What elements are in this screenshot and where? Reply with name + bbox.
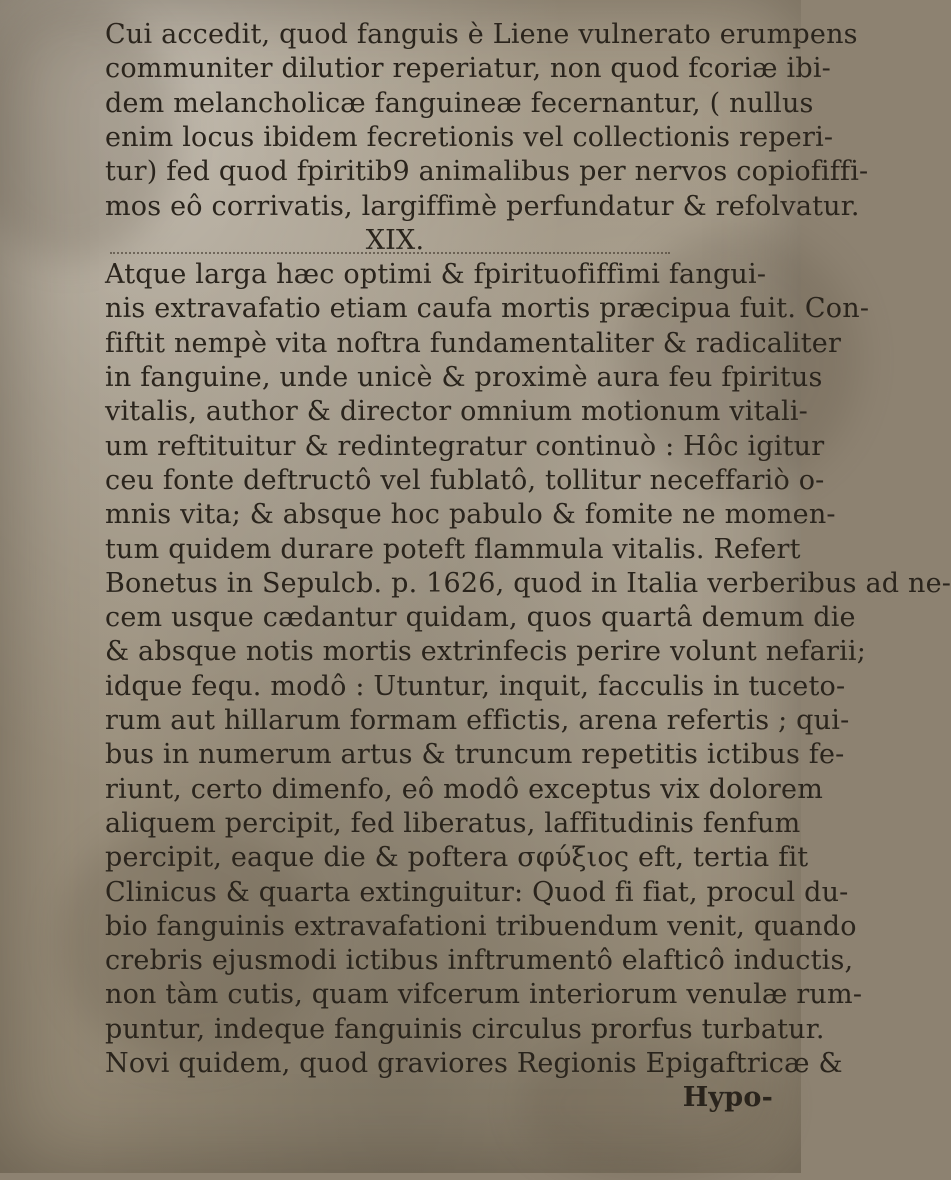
text-line: in fanguine, unde unicè & proximè aura feu fpiritus (105, 362, 823, 393)
text-line: nis extravafatio etiam caufa mortis præcipua fuit. Con- (105, 293, 870, 325)
text-line: non tàm cutis, quam vifcerum interiorum venulæ rum- (105, 979, 863, 1011)
text-line: dem melancholicæ fanguineæ fecernantur, ( nullus (105, 87, 814, 119)
text-line: um reftituitur & redintegratur continuò : Hôc igitur (105, 430, 825, 462)
section-divider (110, 252, 670, 262)
text-line: puntur, indeque fanguinis circulus prorfus turbatur. (105, 1013, 825, 1045)
text-line: tur) fed quod fpiritib9 animalibus per nervos copiofiffi- (105, 156, 869, 188)
text-line: Atque larga hæc optimi & fpirituofiffimi fangui- (105, 259, 767, 291)
text-line: percipit, eaque die & poftera σφύξιος eft, tertia fit (105, 842, 809, 874)
text-line: tum quidem durare poteft flammula vitalis. Refert (105, 533, 801, 565)
text-line: bus in numerum artus & truncum repetitis ictibus fe- (105, 739, 845, 771)
text-line: rum aut hillarum formam effictis, arena refertis ; qui- (105, 705, 850, 736)
text-line: riunt, certo dimenfo, eô modô exceptus vix dolorem (105, 773, 824, 805)
text-line: Cui accedit, quod fanguis è Liene vulnerato erumpens (105, 19, 858, 50)
text-line: mnis vita; & absque hoc pabulo & fomite ne momen- (105, 499, 836, 531)
text-line: Bonetus in Sepulcb. p. 1626, quod in Italia verberibus ad ne- (105, 567, 951, 599)
text-line: enim locus ibidem fecretionis vel collectionis reperi- (105, 121, 834, 153)
text-line: & absque notis mortis extrinfecis perire volunt nefarii; (105, 636, 867, 668)
text-line: bio fanguinis extravafationi tribuendum venit, quando (105, 910, 857, 942)
text-line: vitalis, author & director omnium motionum vitali- (105, 396, 808, 428)
text-line: communiter dilutior reperiatur, non quod fcoriæ ibi- (105, 53, 831, 85)
text-line: fiftit nempè vita noftra fundamentaliter & radicaliter (105, 327, 842, 359)
text-line: crebris ejusmodi ictibus inftrumentô elafticô inductis, (105, 945, 854, 977)
text-line: aliquem percipit, fed liberatus, laffitudinis fenfum (105, 807, 801, 839)
text-line: Clinicus & quarta extinguitur: Quod fi fiat, procul du- (105, 876, 849, 908)
text-line: Novi quidem, quod graviores Regionis Epigaftricæ & (105, 1048, 843, 1079)
catchword: Hypo- (682, 1082, 773, 1114)
text-line: idque fequ. modô : Utuntur, inquit, facculis in tuceto- (105, 670, 846, 702)
text-line: mos eô corrivatis, largiffimè perfundatur & refolvatur. (105, 190, 860, 222)
text-line: cem usque cædantur quidam, quos quartâ demum die (105, 602, 856, 634)
text-line: ceu fonte deftructô vel fublatô, tollitur neceffariò o- (105, 464, 825, 496)
section-number: XIX. (365, 224, 425, 256)
